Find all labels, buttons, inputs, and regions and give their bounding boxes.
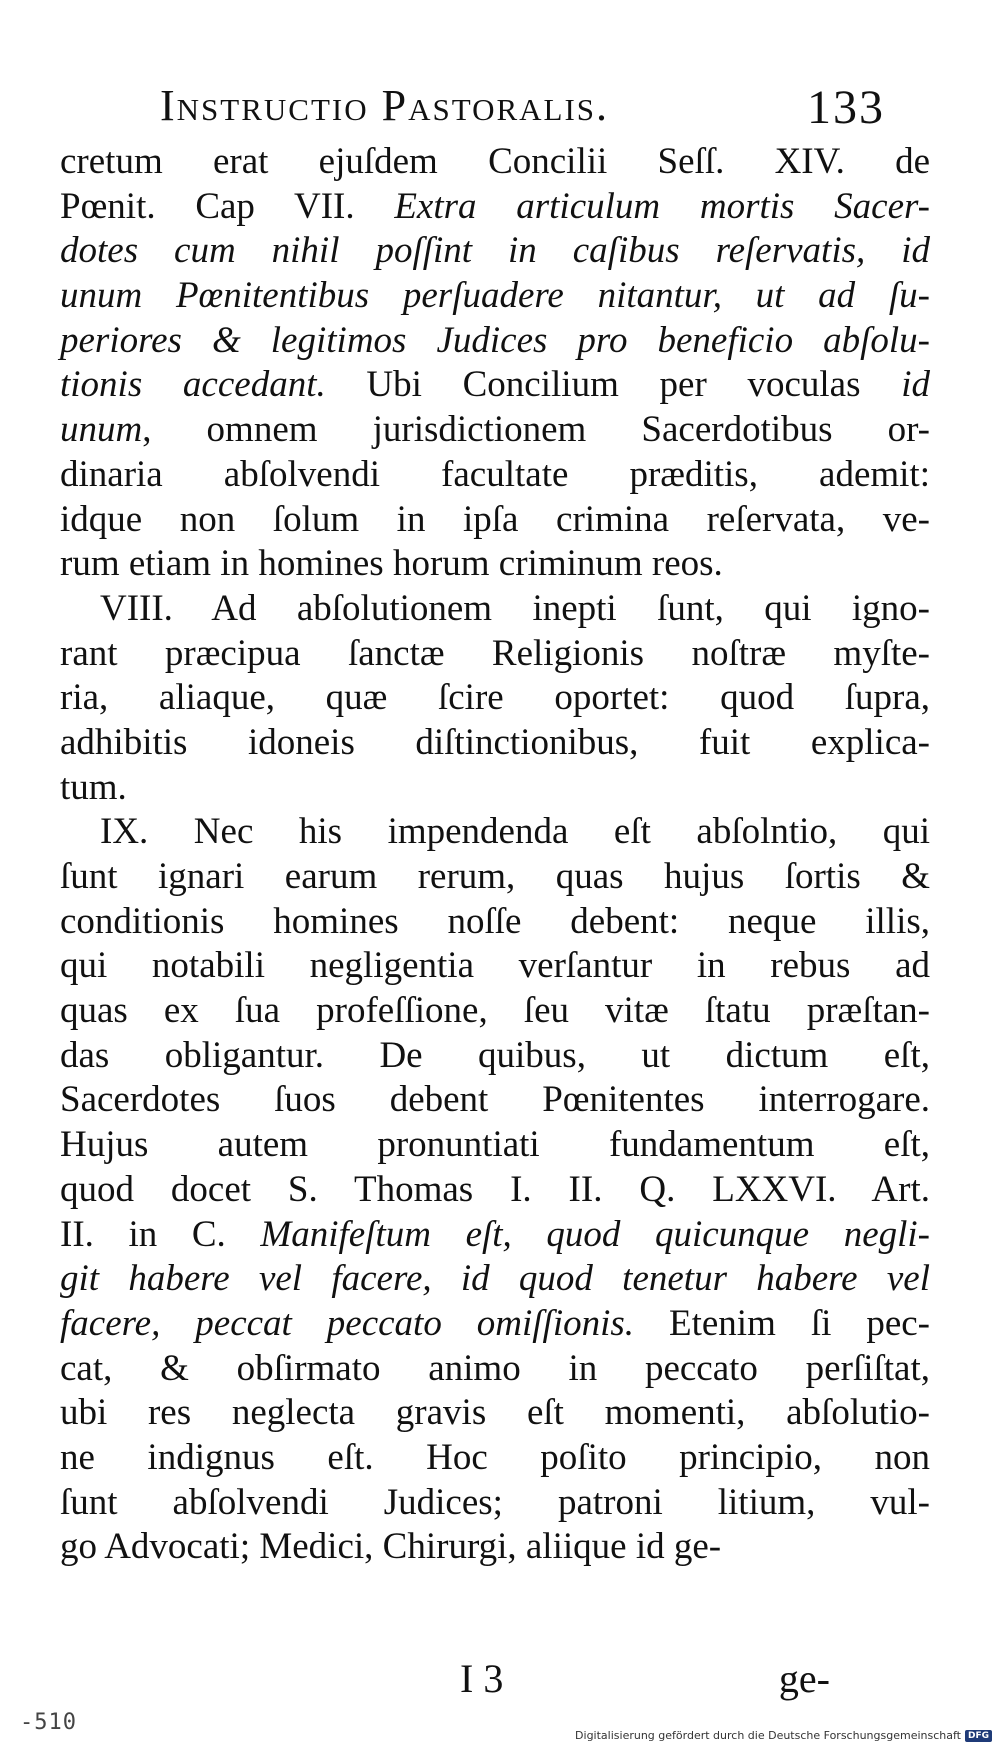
roman-text: cat, & obſirmato animo in peccato perſiſtat, [60,1347,930,1389]
italic-text: Manifeſtum eſt, quod quicunque negli- [260,1213,930,1255]
paragraph [60,810,930,1570]
roman-text: ne indignus eſt. Hoc poſito principio, non [60,1436,930,1478]
page-header [160,80,920,140]
library-mark: -510 [20,1710,77,1735]
roman-text: das obligantur. De quibus, ut dictum eſt, [60,1034,930,1076]
italic-text: dotes cum nihil poſſint in caſibus reſervatis, id [60,230,930,272]
roman-text: Pœnit. Cap VII. [60,185,395,227]
text-line [60,1347,930,1392]
text-line [60,498,930,543]
roman-text: VIII. Ad abſolutionem inepti ſunt, qui igno- [100,587,930,629]
text-line [60,140,930,185]
roman-text: ſunt ignari earum rerum, quas hujus ſortis & [60,856,930,897]
roman-text: conditionis homines noſſe debent: neque illis, [60,900,930,942]
italic-text: facere, peccat peccato omiſſionis. [60,1302,635,1344]
text-line [60,1078,930,1123]
italic-text: unum Pœnitentibus perſuadere nitantur, ut ad ſu- [60,275,930,317]
roman-text: qui notabili negligentia verſantur in rebus ad [60,945,930,987]
italic-text: periores & legitimos Judices pro beneficio abſolu- [60,319,930,361]
text-line [60,900,930,945]
roman-text: Ubi Concilium per voculas [325,364,902,406]
roman-text: dinaria abſolvendi facultate præditis, ademit: [60,453,930,495]
page-number: 133 [807,81,885,134]
text-line [60,1391,930,1436]
text-line [60,1525,930,1570]
roman-text: quod docet S. Thomas I. II. Q. LXXVI. Art. [60,1168,930,1210]
roman-text: rum etiam in homines horum criminum reos. [60,543,723,585]
text-line [60,1302,930,1347]
roman-text: Sacerdotes ſuos debent Pœnitentes interrogare. [60,1079,930,1121]
text-line [60,1257,930,1302]
roman-text: II. in C. [60,1213,261,1255]
running-title: Instructio Pastoralis. [160,81,610,130]
text-line [60,766,930,811]
italic-text: Extra articulum mortis Sacer- [394,185,930,227]
text-line [60,944,930,989]
italic-text: tionis accedant. [60,364,326,406]
text-line [60,989,930,1034]
text-line [60,1481,930,1526]
italic-text: unum [60,409,143,451]
dfg-logo: DFG [965,1730,992,1742]
roman-text: ſunt abſolvendi Judices; patroni litium, vul- [60,1481,930,1523]
text-line [60,587,930,632]
roman-text: IX. Nec his impendenda eſt abſolntio, qui [100,811,930,853]
digitization-credit [575,1729,992,1742]
text-line [60,1123,930,1168]
paragraph [60,587,930,810]
text-line [60,721,930,766]
catchword: ge- [778,1656,830,1701]
roman-text: ubi res neglecta gravis eſt momenti, abſolutio- [60,1392,930,1434]
roman-text: , omnem jurisdictionem Sacerdotibus or- [142,409,930,451]
text-line [60,408,930,453]
digitization-credit-text: Digitalisierung gefördert durch die Deutsche Forschungsgemeinschaft [575,1729,961,1742]
roman-text: Etenim ſi pec- [634,1302,930,1344]
text-line [60,676,930,721]
text-line [60,274,930,319]
text-line [60,632,930,677]
roman-text: ria, aliaque, quæ ſcire oportet: quod ſupra, [60,677,930,719]
text-line [60,1034,930,1079]
page-footer [60,1655,930,1705]
italic-text: id [901,364,930,406]
text-line [60,185,930,230]
roman-text: tum. [60,766,127,808]
roman-text: go Advocati; Medici, Chirurgi, aliique id ge- [60,1526,722,1568]
roman-text: quas ex ſua profeſſione, ſeu vitæ ſtatu præſtan- [60,990,930,1032]
roman-text: Hujus autem pronuntiati fundamentum eſt, [60,1124,930,1166]
body-text [60,140,930,1570]
italic-text: git habere vel facere, id quod tenetur habere vel [60,1258,930,1300]
signature-mark: I 3 [460,1656,504,1701]
text-line [60,229,930,274]
roman-text: idque non ſolum in ipſa crimina reſervata, ve- [60,498,930,540]
text-line [60,542,930,587]
roman-text: cretum erat ejuſdem Concilii Seſſ. XIV. de [60,141,930,182]
roman-text: adhibitis idoneis diſtinctionibus, fuit explica- [60,721,930,763]
text-line [60,453,930,498]
text-line [60,810,930,855]
paragraph [60,140,930,587]
roman-text: rant præcipua ſanctæ Religionis noſtræ myſte- [60,632,930,674]
text-line [60,1213,930,1258]
text-line [60,1436,930,1481]
text-line [60,1168,930,1213]
text-line [60,855,930,900]
text-line [60,363,930,408]
text-line [60,319,930,364]
